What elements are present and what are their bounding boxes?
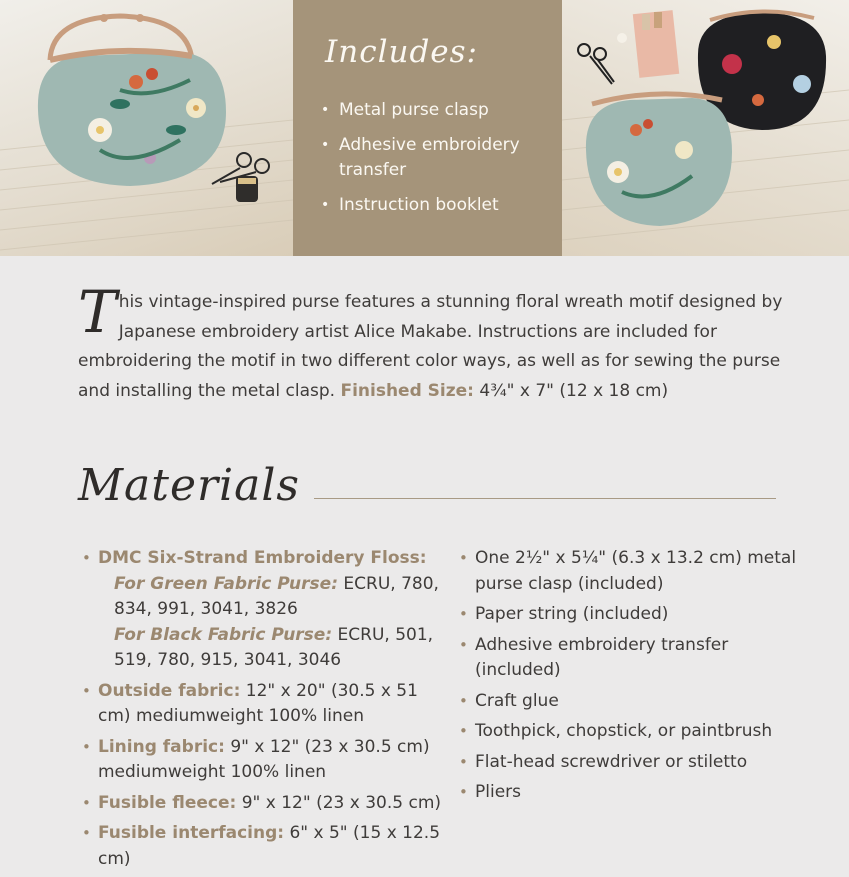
list-item: • Paper string (included)	[459, 602, 819, 628]
list-item: • Pliers	[459, 780, 819, 806]
materials-list-right	[459, 546, 819, 811]
materials-header	[78, 460, 778, 520]
list-item: • Toothpick, chopstick, or paintbrush	[459, 719, 819, 745]
lining-value: 9" x 12" (23 x 30.5 cm) mediumweight 100% linen	[98, 736, 430, 782]
includes-list	[321, 98, 544, 228]
fleece-value: 9" x 12" (23 x 30.5 cm)	[241, 792, 442, 813]
drop-cap: T	[78, 278, 117, 346]
black-label: For Black Fabric Purse:	[114, 624, 333, 645]
includes-box	[293, 0, 562, 256]
list-item: • Flat-head screwdriver or stiletto	[459, 750, 819, 776]
list-item-fusible-fleece	[82, 791, 452, 817]
list-item-lining-fabric	[82, 735, 452, 786]
finished-size-label: Finished Size:	[340, 380, 474, 401]
green-value: ECRU, 780, 834, 991, 3041, 3826	[114, 573, 439, 619]
divider	[314, 498, 776, 499]
interfacing-value: 6" x 5" (15 x 12.5 cm)	[98, 823, 441, 869]
list-item: • Craft glue	[459, 689, 819, 715]
floss-label: DMC Six-Strand Embroidery Floss:	[98, 548, 427, 568]
fleece-label: Fusible fleece:	[98, 792, 237, 813]
header-band	[0, 0, 849, 256]
lining-label: Lining fabric:	[98, 736, 225, 757]
list-item-fusible-interfacing	[82, 821, 452, 872]
materials-title: Materials	[78, 460, 300, 511]
intro-paragraph	[78, 278, 798, 406]
includes-item: • Adhesive embroidery transfer	[321, 133, 544, 183]
outside-value: 12" x 20" (30.5 x 51 cm) mediumweight 100% linen	[98, 680, 418, 726]
black-value: ECRU, 501, 519, 780, 915, 3041, 3046	[114, 624, 434, 670]
floss-black	[98, 623, 452, 674]
materials-list-left	[82, 546, 452, 877]
finished-size-value: 4¾" x 7" (12 x 18 cm)	[479, 380, 669, 401]
list-item: • Adhesive embroidery transfer (included)	[459, 633, 819, 684]
includes-title: Includes:	[325, 34, 478, 70]
green-purse-photo	[0, 0, 293, 256]
list-item-floss	[82, 546, 452, 674]
floss-green	[98, 572, 452, 623]
outside-label: Outside fabric:	[98, 680, 241, 701]
includes-item: • Metal purse clasp	[321, 98, 544, 123]
interfacing-label: Fusible interfacing:	[98, 823, 285, 843]
list-item-outside-fabric	[82, 679, 452, 730]
list-item: • One 2½" x 5¼" (6.3 x 13.2 cm) metal purse clasp (included)	[459, 546, 819, 597]
green-label: For Green Fabric Purse:	[114, 573, 338, 594]
includes-item: • Instruction booklet	[321, 193, 544, 218]
intro-text: his vintage-inspired purse features a stunning floral wreath motif designed by Japanese embroidery artist Alice Makabe. Instructions are included for embroidering the motif in two different color ways, as well as for sewing the purse and installing the metal clasp.	[78, 292, 783, 401]
two-purses-photo	[562, 0, 849, 256]
